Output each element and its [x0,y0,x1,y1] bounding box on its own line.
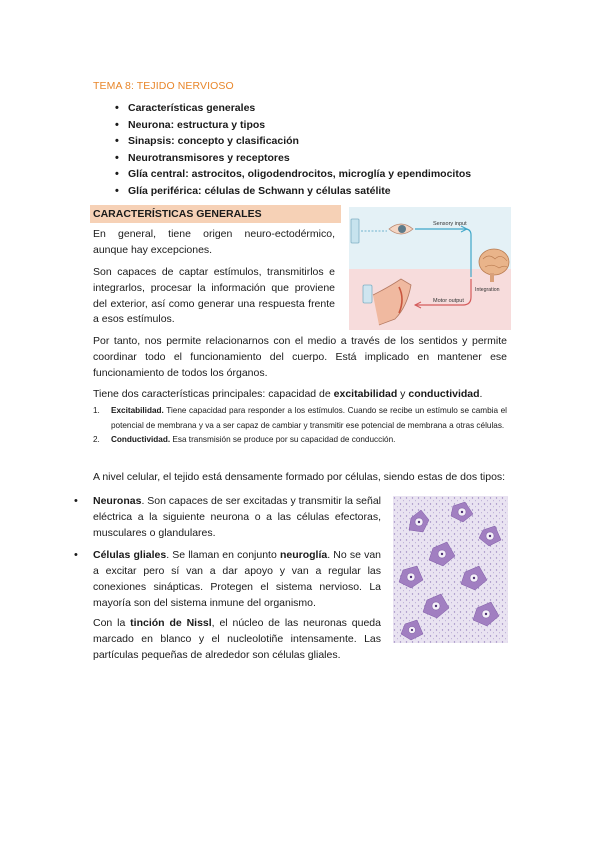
paragraph-relation: Por tanto, nos permite relacionarnos con el medio a través de los sentidos y permite coordinar todo el funcionamiento del cuerpo. Está implicado en mantener ese funcionamiento de todos los órganos. [93,335,507,379]
section-heading: CARACTERÍSTICAS GENERALES [90,205,341,223]
doc-title: TEMA 8: TEJIDO NERVIOSO [93,80,234,92]
diagram-bottom-band [349,269,511,330]
nissl-stain-micrograph [393,496,508,643]
topic-item: • Neurona: estructura y tipos [93,117,471,134]
topic-item: • Características generales [93,100,471,117]
term-conductividad: conductividad [408,388,480,400]
topic-item: • Neurotransmisores y receptores [93,150,471,167]
list-item: 1. Excitabilidad. Tiene capacidad para responder a los estímulos. Cuando se recibe un estímulo se cambia el potencial de membrana y va a ser capaz de cambiar y transmitir ese potencial de membrana a otras células. [93,406,507,430]
paragraph-capacities: Son capaces de captar estímulos, transmitirlos e integrarlos, procesar la información que proviene del exterior, así como generar una respuesta frente a esos estímulos. [93,266,335,326]
numbered-list [93,404,507,448]
list-item: • Células gliales. Se llaman en conjunto neuroglía. No se van a excitar pero sí van a dar apoyo y van a regular las conexiones sinápticas. Protegen el sistema nervioso. La mayoría son del sistema inmune del organismo. [74,549,381,609]
topics-list [93,100,471,200]
term-excitabilidad: excitabilidad [333,388,398,400]
motor-output-label: Motor output [433,298,464,304]
paragraph-characteristics: Tiene dos características principales: capacidad de excitabilidad y conductividad. [93,388,483,400]
list-item: 2. Conductividad. Esa transmisión se produce por su capacidad de conducción. [93,435,396,445]
paragraph-nissl: Con la tinción de Nissl, el núcleo de las neuronas queda marcado en blanco y el nucleolotiñe intensamente. Las partículas pequeñas de alrededor son células gliales. [93,617,381,661]
topic-item: • Sinapsis: concepto y clasificación [93,133,471,150]
nervous-system-diagram [349,207,511,330]
list-item: • Neuronas. Son capaces de ser excitadas y transmitir la señal eléctrica a la siguiente neurona o a las células efectoras, musculares o glandulares. [74,495,381,539]
topic-item: • Glía periférica: células de Schwann y células satélite [93,183,471,200]
term-nissl: tinción de Nissl [130,617,212,629]
integration-label: Integration [475,287,500,293]
bullet-list [74,494,381,612]
sensory-input-label: Sensory input [433,221,467,227]
topic-item: • Glía central: astrocitos, oligodendrocitos, microglía y ependimocitos [93,166,471,183]
paragraph-origin: En general, tiene origen neuro-ectodérmico, aunque hay excepciones. [93,228,335,256]
paragraph-cell-types: A nivel celular, el tejido está densamente formado por células, siendo estas de dos tipos: [93,471,506,483]
